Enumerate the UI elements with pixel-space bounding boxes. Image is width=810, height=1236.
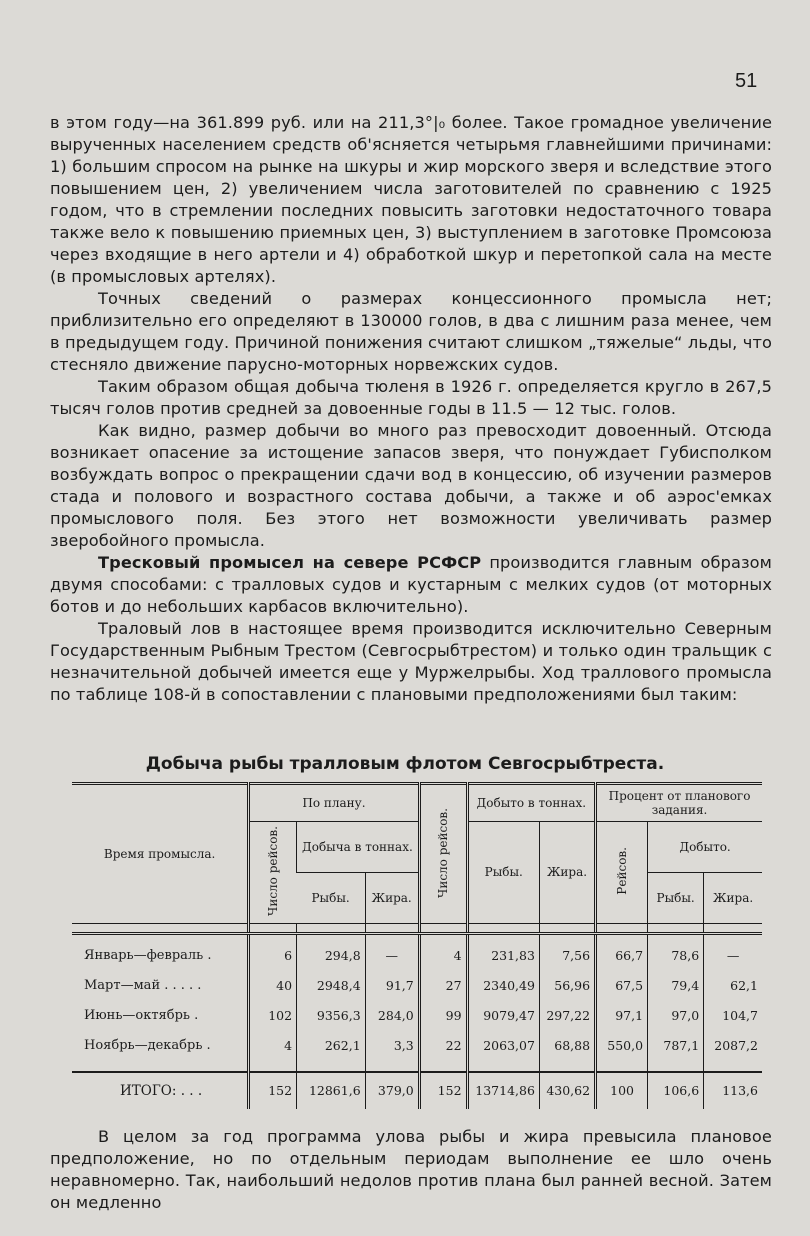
paragraph: Таким образом общая добыча тюленя в 1926 г. определяется кругло в 267,5 тысяч голов против средней за довоенные годы в 11.5 — 12 тыс. голов. xyxy=(50,377,772,418)
body-text-bottom xyxy=(50,1126,772,1214)
table-row: Январь—февраль . 6 294,8 — 4 231,83 7,56 66,7 78,6 — xyxy=(72,933,762,971)
section-lead-rest: производится главным образом двумя способами: с тралловых судов и кустарным с мелких судов (от моторных ботов и до небольших карбасов включительно). xyxy=(50,553,772,616)
trawl-catch-table xyxy=(72,782,762,1109)
header-plan-trips: Число рейсов. xyxy=(249,822,297,924)
header-pct-fat: Жира. xyxy=(704,872,762,923)
header-plan-fish: Рыбы. xyxy=(297,872,366,923)
paragraph: Точных сведений о размерах концессионного промысла нет; приблизительно его определяют в 130000 голов, в два с лишним раза менее, чем в предыдущем году. Причиной понижения считают слишком „тяжелые“ льды, что стесняло движение парусно-моторных норвежских судов. xyxy=(50,289,772,374)
paragraph: В целом за год программа улова рыбы и жира превысила плановое предположение, но по отдельным периодам выполнение ее шло очень неравномерно. Так, наибольший недолов против плана был ранней весной. Затем он медленно xyxy=(50,1127,772,1212)
header-pct-caught: Добыто. xyxy=(648,822,762,873)
header-caught: Добыто в тоннах. xyxy=(467,784,596,822)
header-fish: Рыбы. xyxy=(467,822,539,924)
body-text-top xyxy=(50,112,772,706)
paragraph: в этом году—на 361.899 руб. или на 211,3°|₀ более. Такое громадное увеличение вырученных населением средств об'ясняется четырьмя главнейшими причинами: 1) большим спросом на рынке на шкуры и жир морского зверя и вследствие этого повышением цен, 2) увеличением числа заготовителей по сравнению с 1925 годом, что в стремлении последних повысить заготовки недостаточного товара также вело к повышению приемных цен, 3) выступлением в заготовке Промсоюза через входящие в него артели и 4) обработкой шкур и перетопкой сала на месте (в промысловых артелях). xyxy=(50,113,772,286)
header-pct-fish: Рыбы. xyxy=(648,872,704,923)
header-period: Время промысла. xyxy=(72,784,249,924)
paragraph: Как видно, размер добычи во много раз превосходит довоенный. Отсюда возникает опасение за истощение запасов зверя, что понуждает Губисполком возбуждать вопрос о прекращении сдачи вод в концессию, об изучении размеров стада и полового и возрастного состава добычи, а также и об аэрос'емках промыслового поля. Без этого нет возможности увеличивать размер зверобойного промысла. xyxy=(50,421,772,550)
header-plan-catch: Добыча в тоннах. xyxy=(297,822,420,873)
header-actual-trips: Число рейсов. xyxy=(419,784,467,924)
table-row: Ноябрь—декабрь . 4 262,1 3,3 22 2063,07 68,88 550,0 787,1 2087,2 xyxy=(72,1031,762,1061)
table-total-row: ИТОГО: . . . 152 12861,6 379,0 152 13714,86 430,62 100 106,6 113,6 xyxy=(72,1072,762,1109)
table-row: Март—май . . . . . 40 2948,4 91,7 27 2340,49 56,96 67,5 79,4 62,1 xyxy=(72,971,762,1001)
table-title: Добыча рыбы тралловым флотом Севгосрыбтреста. xyxy=(145,754,665,774)
page-number: 51 xyxy=(735,70,758,92)
header-plan-fat: Жира. xyxy=(365,872,419,923)
header-plan: По плану. xyxy=(249,784,419,822)
paragraph xyxy=(50,552,772,618)
section-lead: Тресковый промысел на севере РСФСР xyxy=(98,553,482,572)
header-fat: Жира. xyxy=(539,822,595,924)
paragraph: Траловый лов в настоящее время производится исключительно Северным Государственным Рыбным Трестом (Севгосрыбтрестом) и только один тральщик с незначительной добычей имеется еще у Муржелрыбы. Ход траллового промысла по таблице 108-й в сопоставлении с плановыми предположениями был таким: xyxy=(50,619,772,704)
table-row: Июнь—октябрь . 102 9356,3 284,0 99 9079,47 297,22 97,1 97,0 104,7 xyxy=(72,1001,762,1031)
header-pct-trips: Рейсов. xyxy=(596,822,648,924)
header-percent: Процент от планового задания. xyxy=(596,784,762,822)
